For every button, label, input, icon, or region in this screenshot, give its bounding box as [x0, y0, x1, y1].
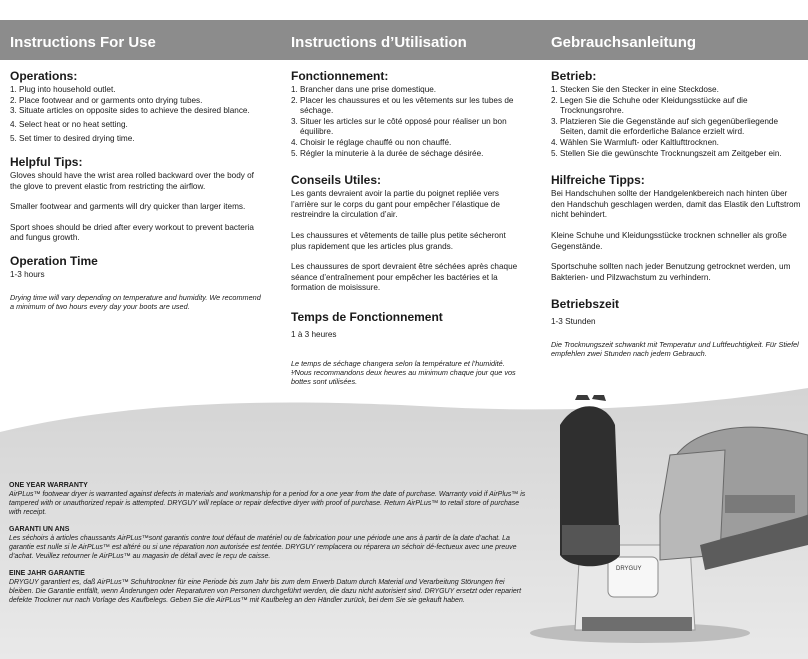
list-item: 2. Place footwear and or garments onto drying tubes. — [10, 95, 203, 105]
french-column — [291, 69, 523, 387]
header-title-french: Instructions d’Utilisation — [291, 34, 467, 51]
english-operations-title: Operations: — [10, 69, 78, 83]
german-tip: Kleine Schuhe und Kleidungsstücke trocknen schneller als große Gegenstände. — [551, 230, 787, 251]
german-operations-title: Betrieb: — [551, 69, 597, 83]
list-item: 1. Stecken Sie den Stecker in eine Steckdose. — [551, 85, 719, 94]
english-tip: Sport shoes should be dried after every workout to prevent bacteria and fungus growth. — [10, 222, 254, 243]
warranty-text-english: AirPLus™ footwear dryer is warranted against defects in materials and workmanship for a period for a one year from the date of purchase. Warranty void if AirPlus™ is tampered with or unauthorized repair is attempted. DRYGUY will replace or repair defective dryer with proof of purchase. Return AirPLus™ to retail store of purchase with receipt. — [9, 491, 526, 516]
list-item: 1. Plug into household outlet. — [10, 85, 116, 94]
list-item: 4. Choisir le réglage chauffé ou non chauffé. — [291, 137, 452, 147]
list-item: 2. Legen Sie die Schuhe oder Kleidungsstücke auf die Trocknungsrohre. — [551, 95, 748, 116]
french-operations-title: Fonctionnement: — [291, 69, 389, 83]
french-time-value: 1 à 3 heures — [291, 329, 337, 339]
german-tip: Bei Handschuhen sollte der Handgelenkbereich nach hinten über den Handschuh geschlagen werden, damit das Elastik den Luftstrom nicht behindert. — [551, 189, 801, 220]
list-item: 3. Situer les articles sur le côté opposé pour réaliser un bon équilibre. — [291, 116, 507, 137]
glove-fingers-shape — [575, 395, 606, 401]
list-item: 4. Select heat or no heat setting. — [10, 119, 128, 129]
english-tips-title: Helpful Tips: — [10, 154, 83, 169]
list-item: 5. Régler la minuterie à la durée de séchage désirée. — [291, 148, 484, 158]
warranty-text-french: Les séchoirs à articles chaussants AirPLus™sont garantis contre tout défaut de matériel ou de fabrication pour une période une ans à partir de la date d’achat. La garantie est nulle si le AirPLus™ est altéré ou si une réparation non autorisée est tentée. DRYGUY remplacera ou réparera un séchoir dé-fectueux avec une preuve d’achat. Veuillez retourner le AirPLus™ au magasin de détail avec le reçu de caisse. — [9, 535, 517, 560]
product-dryer-image — [520, 395, 808, 645]
german-time-title: Betriebszeit — [551, 297, 620, 312]
header-title-english: Instructions For Use — [10, 34, 156, 51]
french-time-title: Temps de Fonctionnement — [291, 309, 443, 324]
german-column — [551, 69, 801, 359]
german-drying-note: Die Trocknungszeit schwankt mit Temperatur und Luftfeuchtigkeit. Für Stiefel empfehlen zwei Stunden nach jedem Gebrauch. — [551, 339, 799, 359]
list-item: 3. Situate articles on opposite sides to achieve the desired blance. — [10, 106, 250, 116]
list-item: 5. Set timer to desired drying time. — [10, 134, 135, 144]
german-tip: Sportschuhe sollten nach jeder Benutzung getrocknet werden, um Bakterien- und Pilzwachstum zu verhindern. — [551, 262, 791, 282]
list-item: 1. Brancher dans une prise domestique. — [291, 85, 437, 94]
french-tip: Les chaussures et vêtements de taille plus petite sécheront plus rapidement que les articles plus grands. — [291, 230, 506, 251]
german-time-value: 1-3 Stunden — [551, 317, 596, 327]
warranty-title-german: EINE JAHR GARANTIE — [9, 570, 85, 577]
dryer-panel-shape — [608, 557, 658, 597]
english-time-value: 1-3 hours — [10, 269, 45, 279]
english-column — [10, 69, 265, 311]
english-drying-note: Drying time will vary depending on temperature and humidity. We recommend a minimum of two hours every day your boots are used. — [10, 292, 261, 311]
french-tip: Les gants devraient avoir la partie du poignet repliée vers l’arrière sur le corps du gant pour empêcher l’élastique de restreindre la circulation d’air. — [291, 189, 500, 220]
list-item: 3. Platzieren Sie die Gegenstände auf sich gegenüberliegende Seiten, damit die erforderliche Balance erzielt wird. — [551, 116, 779, 137]
english-time-title: Operation Time — [10, 253, 98, 268]
german-operations-list — [551, 85, 801, 159]
boot-buckle-shape — [725, 495, 795, 513]
french-tips-title: Conseils Utiles: — [291, 173, 382, 188]
english-tip: Gloves should have the wrist area rolled backward over the body of the glove to prevent elastic from restricting the airflow. — [10, 170, 254, 191]
list-item: 2. Placer les chaussures et ou les vêtements sur les tubes de séchage. — [291, 95, 514, 116]
french-operations-list — [291, 85, 523, 159]
list-item: 5. Stellen Sie die gewünschte Trocknungszeit am Zeitgeber ein. — [551, 148, 782, 158]
glove-cuff-shape — [562, 525, 620, 555]
warranty-section — [9, 481, 529, 613]
english-operations-list — [10, 85, 265, 145]
french-tip: Les chaussures de sport devraient être séchées après chaque séance d’entraînement pour empêcher les bactéries et la formation de moisissure. — [291, 262, 518, 293]
warranty-title-french: GARANTI UN ANS — [9, 526, 70, 533]
header-title-german: Gebrauchsanleitung — [551, 34, 697, 51]
warranty-title-english: ONE YEAR WARRANTY — [9, 482, 88, 489]
german-tips-title: Hilfreiche Tipps: — [551, 173, 645, 188]
top-margin — [0, 0, 808, 20]
list-item: 4. Wählen Sie Warmluft- oder Kaltlufttrocknen. — [551, 137, 719, 147]
dryer-brand-label: DRYGUY — [616, 566, 642, 572]
english-tip: Smaller footwear and garments will dry quicker than larger items. — [10, 202, 246, 212]
warranty-text-german: DRYGUY garantiert es, daß AirPLus™ Schuhtrockner für eine Periode bis zum Jahr bis zum dem Erwerb Datum durch Material und Verarbeitung Störungen frei bleiben. Die Garantie entfällt, wenn Änderungen oder Reparaturen von Personen durchgeführt werden, die dazu nicht autorisiert sind. DRYGUY ersetzt oder repariert defekte Trockner nur nach Vorlage des Kaufbelegs. Geben Sie die AirPLus™ mit Kaufbeleg an den Händler zurück, bei dem Sie sie gekauft haben. — [9, 579, 522, 604]
dryer-foot-shape — [582, 617, 692, 631]
french-drying-note: Le temps de séchage changera selon la température et l’humidité. ¹⁄Nous recommandons deux heures au minimum chaque jour que vos bottes sont utilisées. — [291, 358, 516, 387]
